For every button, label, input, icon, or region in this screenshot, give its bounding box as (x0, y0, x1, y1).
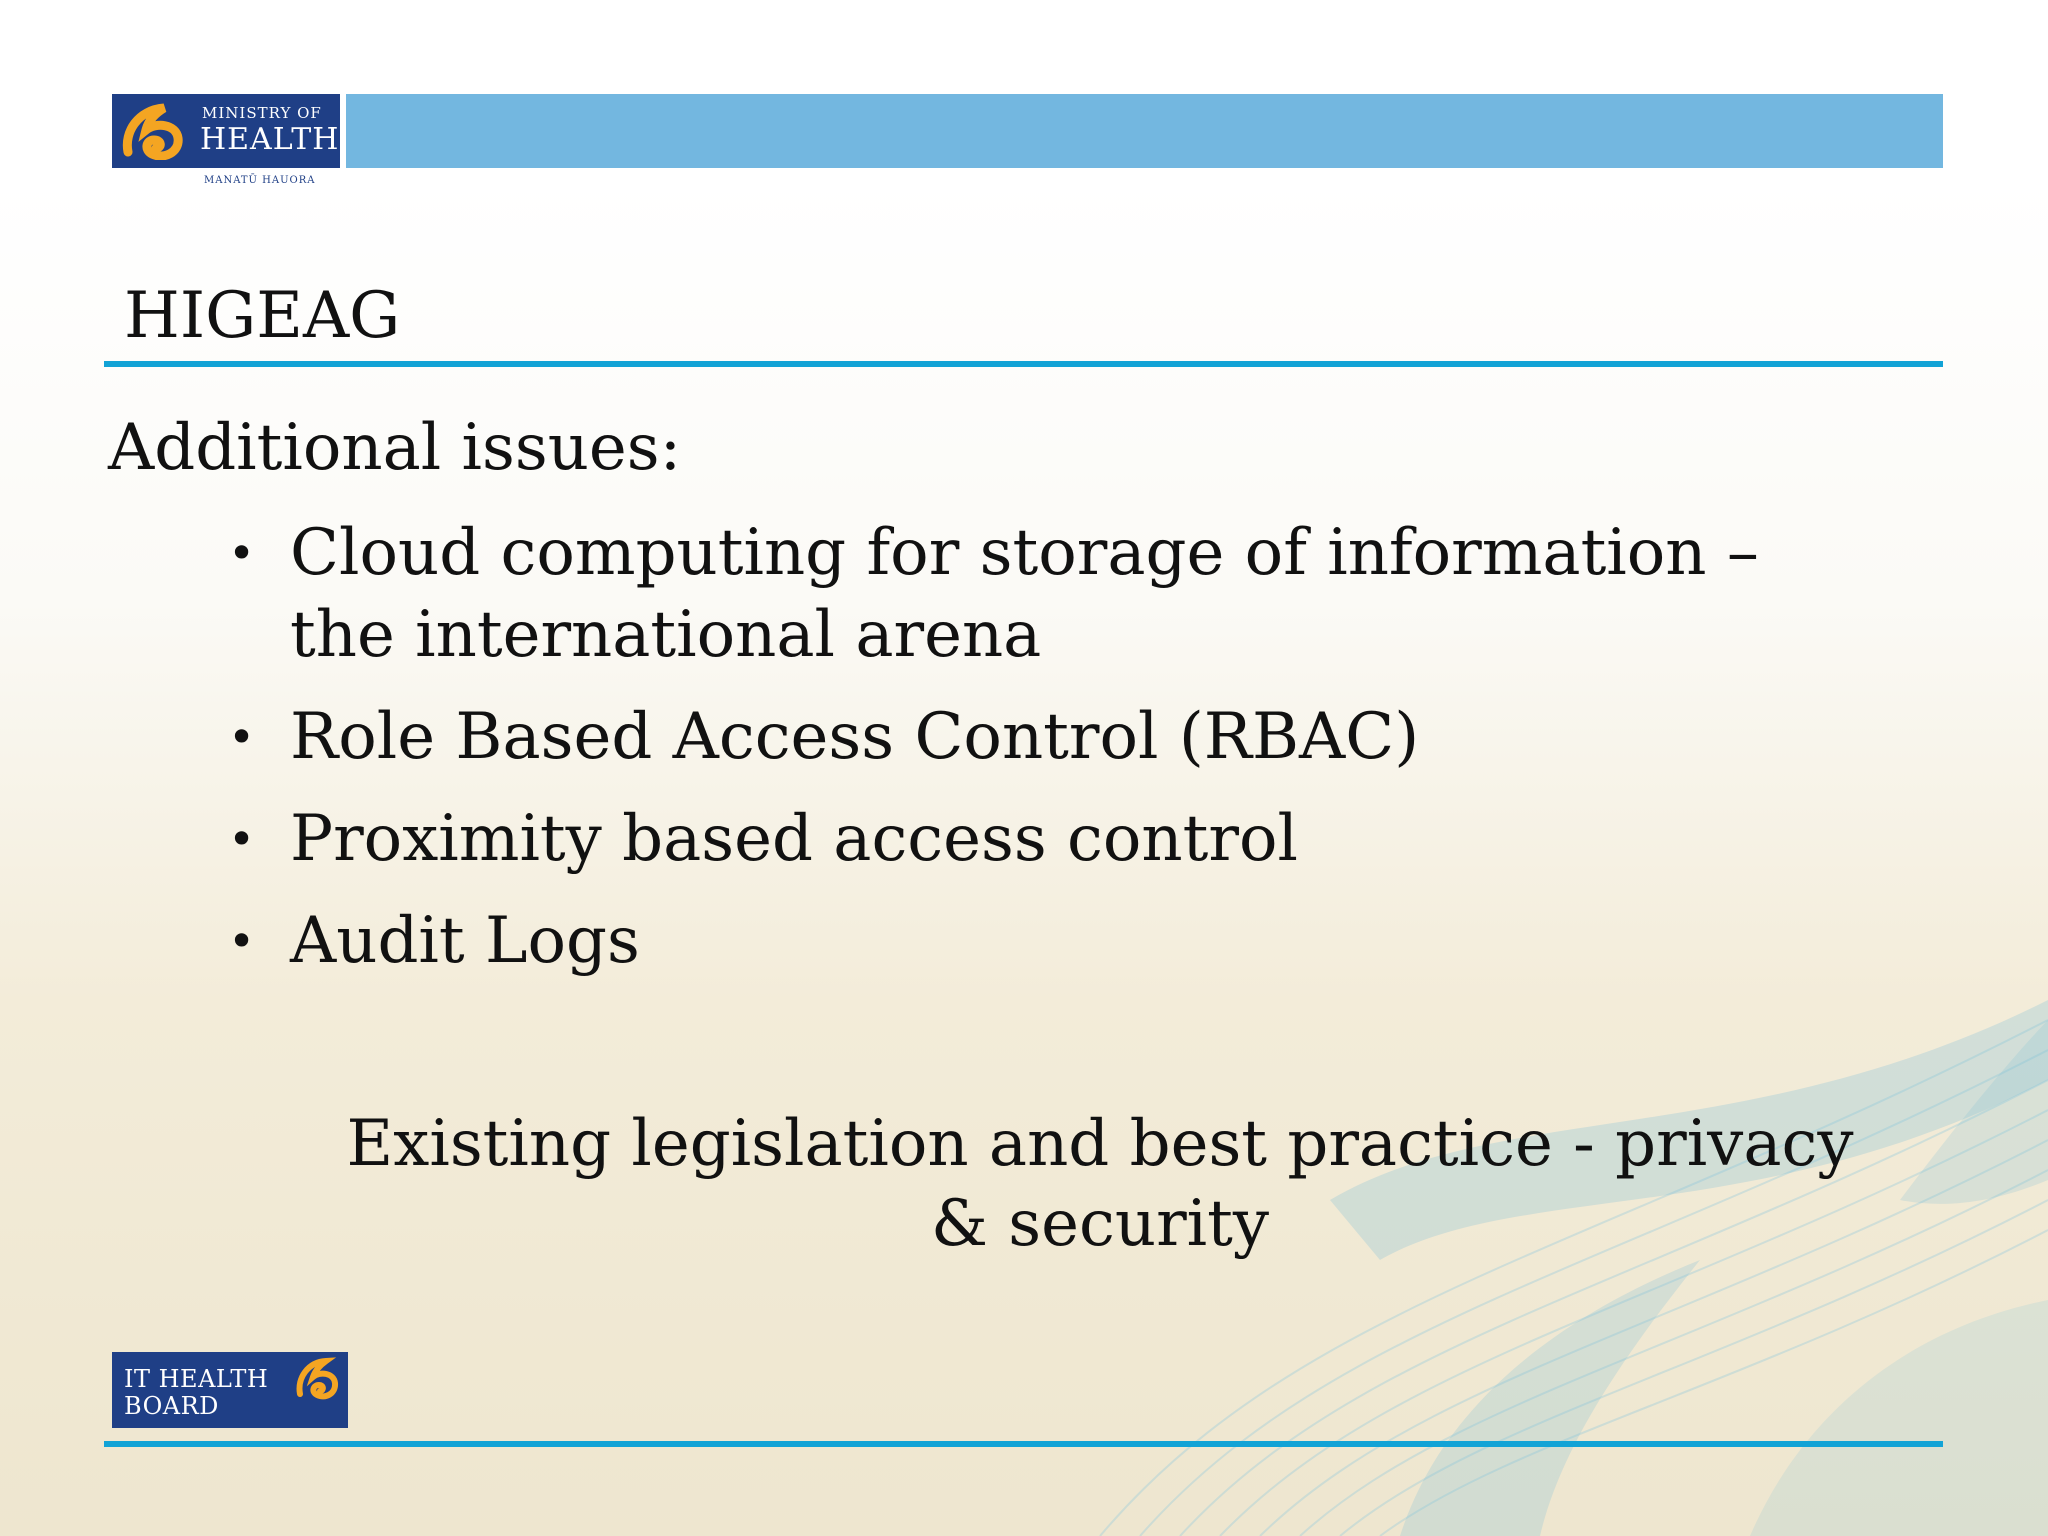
bullet-icon: • (228, 710, 256, 764)
ministry-of-health-logo (112, 94, 340, 168)
bullet-text: Audit Logs (290, 904, 640, 978)
bullet-icon: • (228, 812, 256, 866)
logo-subtitle: MANATŪ HAUORA (204, 175, 316, 186)
bullet-text: Role Based Access Control (RBAC) (290, 700, 1420, 774)
bullet-text: Cloud computing for storage of information – the international arena (290, 516, 1759, 672)
footer-rule (104, 1441, 1943, 1447)
bullet-item (228, 900, 1848, 982)
it-health-board-logo (112, 1352, 348, 1428)
title-rule (104, 361, 1943, 367)
lead-text: Additional issues: (108, 411, 682, 485)
logo-line1: MINISTRY OF (202, 104, 322, 122)
bullet-text: Proximity based access control (290, 802, 1298, 876)
footer-logo-text: IT HEALTH BOARD (124, 1365, 269, 1420)
bullet-item (228, 512, 1848, 676)
header-bar (346, 94, 1943, 168)
closing-text: Existing legislation and best practice - privacy & security (346, 1107, 1854, 1261)
koru-icon (294, 1356, 342, 1400)
bullet-icon: • (228, 526, 256, 580)
slide-title: HIGEAG (124, 279, 401, 353)
bullet-list (228, 512, 1848, 1002)
bullet-item (228, 798, 1848, 880)
koru-icon (120, 102, 190, 160)
bullet-item (228, 696, 1848, 778)
bullet-icon: • (228, 914, 256, 968)
logo-line2: HEALTH (200, 122, 340, 157)
